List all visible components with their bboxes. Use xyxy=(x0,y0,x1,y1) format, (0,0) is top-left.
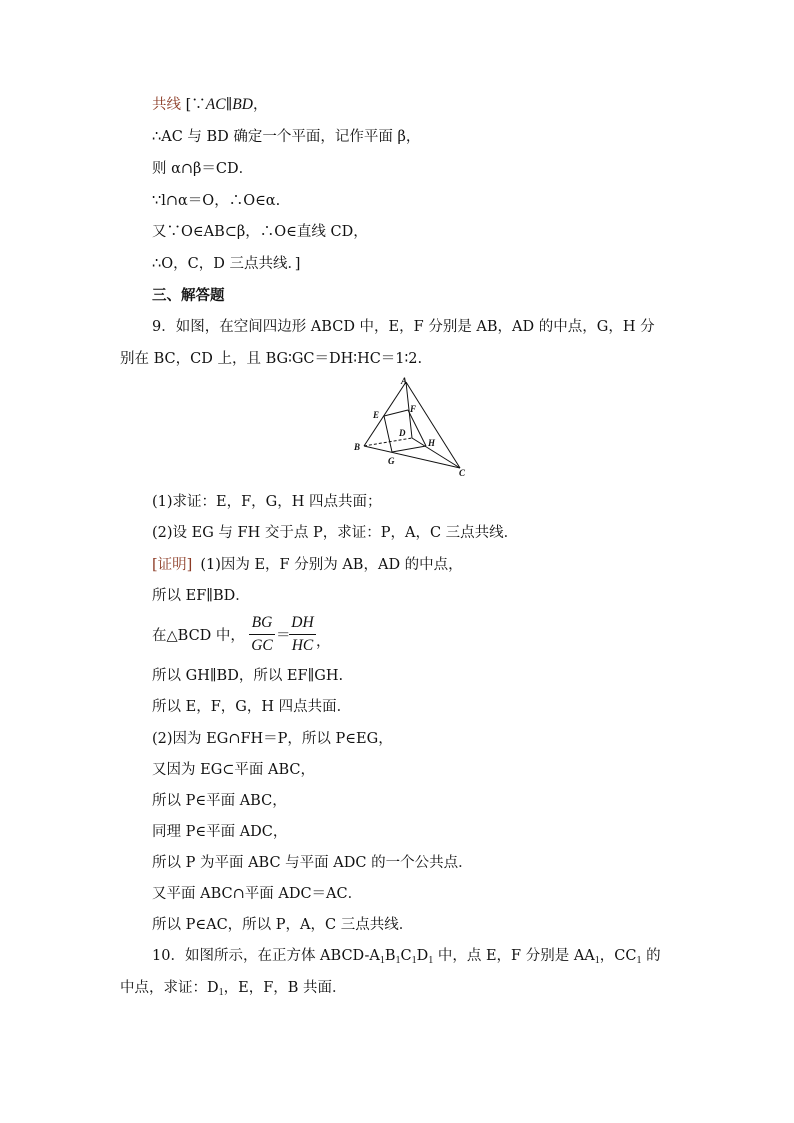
question-9-part-2: (2)设 EG 与 FH 交于点 P，求证：P，A，C 三点共线． xyxy=(152,525,519,541)
question-10-line-2 xyxy=(120,978,347,1003)
proof-line-2: 所以 EF∥BD． xyxy=(152,588,250,604)
proof-line-1 xyxy=(152,555,463,575)
label-f: F xyxy=(410,404,417,414)
label-b: B xyxy=(354,442,361,452)
parallel-symbol: ∥ xyxy=(225,97,233,113)
answer-line-6: ∴O，C，D 三点共线．] xyxy=(152,256,301,272)
comma: ， xyxy=(252,97,268,113)
q10-c: C xyxy=(400,948,412,964)
label-g: G xyxy=(388,456,395,466)
proof-line-9: 同理 P∈平面 ADC， xyxy=(152,824,288,840)
proof-line-4: 所以 GH∥BD，所以 EF∥GH. xyxy=(152,668,344,684)
label-h: H xyxy=(428,438,436,448)
bd-label: BD xyxy=(232,96,253,113)
question-9-line-2: 别在 BC，CD 上，且 BG∶GC＝DH∶HC＝1∶2. xyxy=(120,351,423,367)
equals-sign: ＝ xyxy=(276,628,291,644)
question-10-line-1 xyxy=(152,946,661,971)
question-9-line-1: 9．如图，在空间四边形 ABCD 中，E，F 分别是 AB，AD 的中点，G，H 分 xyxy=(152,319,655,335)
q10-a: -A xyxy=(364,948,380,964)
fraction-gc-denominator: GC xyxy=(251,637,273,654)
section-heading: 三、解答题 xyxy=(152,287,225,304)
question-9-part-1: (1)求证：E，F，G，H 四点共面； xyxy=(152,494,382,510)
q10b-prefix: 中点，求证：D xyxy=(120,980,219,996)
q10-sub-2: 1 xyxy=(395,955,401,966)
bracket-text: [∵ xyxy=(181,97,206,113)
fraction-hc-denominator: HC xyxy=(291,637,314,654)
fraction-trailing-comma: ， xyxy=(316,634,331,650)
q10-prefix: 10．如图所示，在正方体 ABCD xyxy=(152,948,365,964)
edge-bd-hidden xyxy=(364,438,412,446)
q10-sub-5: 1 xyxy=(594,955,600,966)
answer-line-5: 又∵O∈AB⊂β，∴O∈直线 CD， xyxy=(152,224,368,240)
q10-d: D xyxy=(416,948,429,964)
proof-line-6: (2)因为 EG∩FH＝P，所以 P∈EG， xyxy=(152,731,393,747)
answer-line-1 xyxy=(152,95,267,115)
q10-sub-3: 1 xyxy=(411,955,417,966)
label-e: E xyxy=(373,410,380,420)
q10-sub-4: 1 xyxy=(428,955,434,966)
q10b-rest: ，E，F，B 共面． xyxy=(223,980,347,996)
answer-line-2: ∴AC 与 BD 确定一个平面，记作平面 β， xyxy=(152,129,421,145)
q10-rest: 中，点 E，F 分别是 AA xyxy=(433,948,595,964)
label-d: D xyxy=(399,428,406,438)
proof-line-8: 所以 P∈平面 ABC， xyxy=(152,793,287,809)
q10b-sub: 1 xyxy=(218,987,224,998)
edge-gh xyxy=(392,446,426,452)
edge-bc xyxy=(364,446,460,468)
proof-tag: [证明] xyxy=(152,557,193,573)
tetrahedron-figure xyxy=(350,374,480,480)
q10-b: B xyxy=(384,948,396,964)
label-c: C xyxy=(459,468,466,478)
answer-line-4: ∵l∩α＝O，∴O∈α. xyxy=(152,193,281,209)
proof-line-5: 所以 E，F，G，H 四点共面． xyxy=(152,699,352,715)
fraction-bg-gc xyxy=(249,614,275,655)
answer-line-3: 则 α∩β＝CD． xyxy=(152,161,254,177)
edge-ac xyxy=(406,382,460,468)
ac-label: AC xyxy=(205,96,226,113)
proof-line-11: 又平面 ABC∩平面 ADC＝AC． xyxy=(152,886,363,902)
fraction-bg-numerator: BG xyxy=(251,614,273,631)
proof-line-1-text: (1)因为 E，F 分别为 AB，AD 的中点， xyxy=(200,557,463,573)
q10-end: 的 xyxy=(641,948,661,964)
proof-line-3-prefix: 在△BCD 中， xyxy=(152,628,245,644)
edge-dc xyxy=(412,438,460,468)
q10-sub-1: 1 xyxy=(379,955,385,966)
edge-eg xyxy=(384,416,392,452)
fraction-dh-numerator: DH xyxy=(291,614,314,631)
fraction-dh-hc xyxy=(289,614,316,655)
label-a: A xyxy=(401,376,408,386)
proof-line-12: 所以 P∈AC，所以 P，A，C 三点共线． xyxy=(152,917,414,933)
answer-label: 共线 xyxy=(152,97,181,113)
proof-line-10: 所以 P 为平面 ABC 与平面 ADC 的一个公共点． xyxy=(152,855,473,871)
q10-cc: ，CC xyxy=(599,948,637,964)
q10-sub-6: 1 xyxy=(636,955,642,966)
proof-line-7: 又因为 EG⊂平面 ABC， xyxy=(152,762,316,778)
